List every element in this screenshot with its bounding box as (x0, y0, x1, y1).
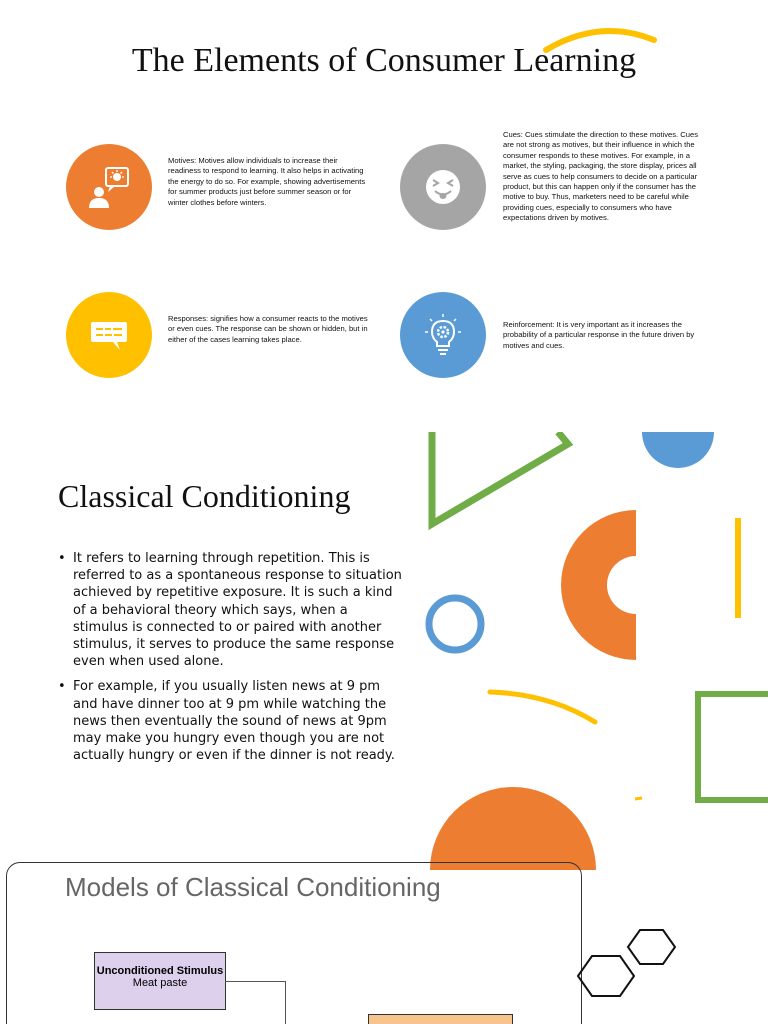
speech-bubble-icon (89, 318, 129, 352)
slide-title: The Elements of Consumer Learning (131, 42, 637, 79)
slide-title: Models of Classical Conditioning (65, 872, 441, 902)
box-title: Unconditioned Stimulus (96, 965, 224, 977)
motives-icon-circle (66, 144, 152, 230)
slide-models-classical-conditioning (0, 862, 768, 1024)
cues-text: Cues: Cues stimulate the direction to these motives. Cues are not strong as motives, but their influence in which the consumer responds to these motives. For example, in a market, the styling, packaging, the store display, prices all serve as cues to help consumers to decide on a particular product, but this can happen only if the consumer has the motive to buy. Thus, marketers need to be careful while providing cues, especially to consumers who have expectations driven by motives. (503, 130, 698, 223)
connector-line (285, 981, 286, 1024)
cues-icon-circle (400, 144, 486, 230)
connector-line (225, 981, 285, 982)
bullet-item: • It refers to learning through repetition. This is referred to as a spontaneous response to situation achieved by repetitive exposure. It is such a kind of a behavioral theory which says, when a stimulus is connected to or paired with another stimulus, it serves to produce the same response even when used alone. (58, 550, 403, 670)
reinforcement-icon-circle (400, 292, 486, 378)
motives-text: Motives: Motives allow individuals to increase their readiness to respond to learning. It also helps in activating the energy to do so. For example, showing advertisements for summer products just before summer season or for winter clothes before winters. (168, 156, 366, 207)
slide-classical-conditioning (0, 432, 768, 870)
bullet-list (58, 550, 403, 772)
face-wink-tongue-icon (423, 167, 463, 207)
responses-text: Responses: signifies how a consumer reacts to the motives or even cues. The response can be shown or hidden, but in either of the cases learning takes place. (168, 314, 368, 344)
box-subtitle: Meat paste (132, 977, 188, 989)
lightbulb-gear-icon (421, 313, 465, 357)
reinforcement-text: Reinforcement: It is very important as it increases the probability of a particular response in the future driven by motives and cues. (503, 320, 695, 350)
responses-icon-circle (66, 292, 152, 378)
hexagon-decoration (570, 922, 680, 1012)
bullet-item: • For example, if you usually listen news at 9 pm and have dinner too at 9 pm while watching the news then eventually the sound of news at 9pm may make you hungry even though you are not actually hungry or even if the dinner is not ready. (58, 678, 403, 764)
slide-consumer-learning (0, 0, 768, 420)
unconditioned-stimulus-box (94, 952, 226, 1010)
person-idea-icon (86, 164, 132, 210)
slide-title: Classical Conditioning (58, 478, 351, 514)
response-box (368, 1014, 513, 1024)
